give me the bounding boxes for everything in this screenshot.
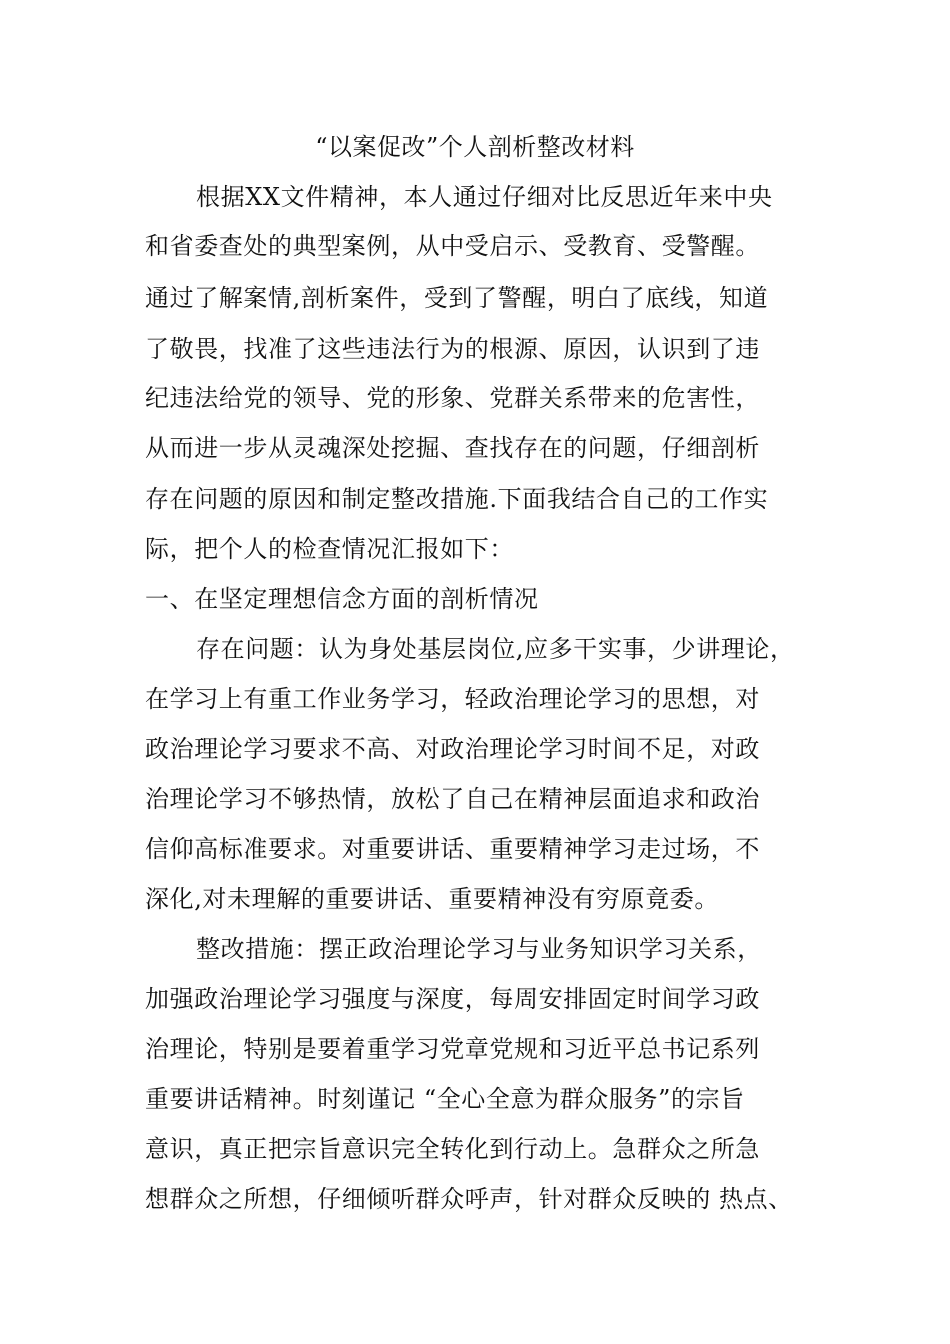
problem-line-4: 治理论学习不够热情，放松了自己在精神层面追求和政治 — [145, 785, 760, 813]
measure-line-3: 治理论，特别是要着重学习党章党规和习近平总书记系列 — [145, 1035, 760, 1063]
problem-line-5: 信仰高标准要求。对重要讲话、重要精神学习走过场，不 — [145, 835, 760, 863]
paragraph-line-2: 和省委查处的典型案例，从中受启示、受教育、受警醒。 — [145, 232, 760, 260]
paragraph-line-6: 从而进一步从灵魂深处挖掘、查找存在的问题，仔细剖析 — [145, 434, 760, 462]
paragraph-line-5: 纪违法给党的领导、党的形象、党群关系带来的危害性， — [145, 384, 760, 412]
problem-line-6: 深化,对未理解的重要讲话、重要精神没有穷原竟委。 — [145, 885, 720, 913]
paragraph-line-8: 际，把个人的检查情况汇报如下： — [145, 535, 514, 563]
measure-line-1: 整改措施：摆正政治理论学习与业务知识学习关系， — [196, 935, 762, 963]
problem-line-2: 在学习上有重工作业务学习，轻政治理论学习的思想，对 — [145, 685, 760, 713]
measure-line-2: 加强政治理论学习强度与深度，每周安排固定时间学习政 — [145, 985, 760, 1013]
section-heading: 一、在坚定理想信念方面的剖析情况 — [145, 585, 539, 613]
problem-line-1: 存在问题：认为身处基层岗位,应多干实事，少讲理论， — [196, 635, 795, 663]
problem-line-3: 政治理论学习要求不高、对政治理论学习时间不足，对政 — [145, 735, 760, 763]
paragraph-line-7: 存在问题的原因和制定整改措施.下面我结合自己的工作实 — [145, 485, 769, 513]
measure-line-5: 意识，真正把宗旨意识完全转化到行动上。急群众之所急 — [145, 1135, 760, 1163]
paragraph-line-1: 根据XX文件精神，本人通过仔细对比反思近年来中央 — [196, 183, 773, 211]
paragraph-line-3: 通过了解案情,剖析案件，受到了警醒，明白了底线，知道 — [145, 284, 769, 312]
document-title: “以案促改”个人剖析整改材料 — [315, 133, 635, 161]
measure-line-6: 想群众之所想，仔细倾听群众呼声，针对群众反映的 热点、 — [145, 1185, 793, 1213]
paragraph-line-4: 了敬畏，找准了这些违法行为的根源、原因，认识到了违 — [145, 335, 760, 363]
measure-line-4: 重要讲话精神。时刻谨记 “全心全意为群众服务”的宗旨 — [145, 1085, 745, 1113]
